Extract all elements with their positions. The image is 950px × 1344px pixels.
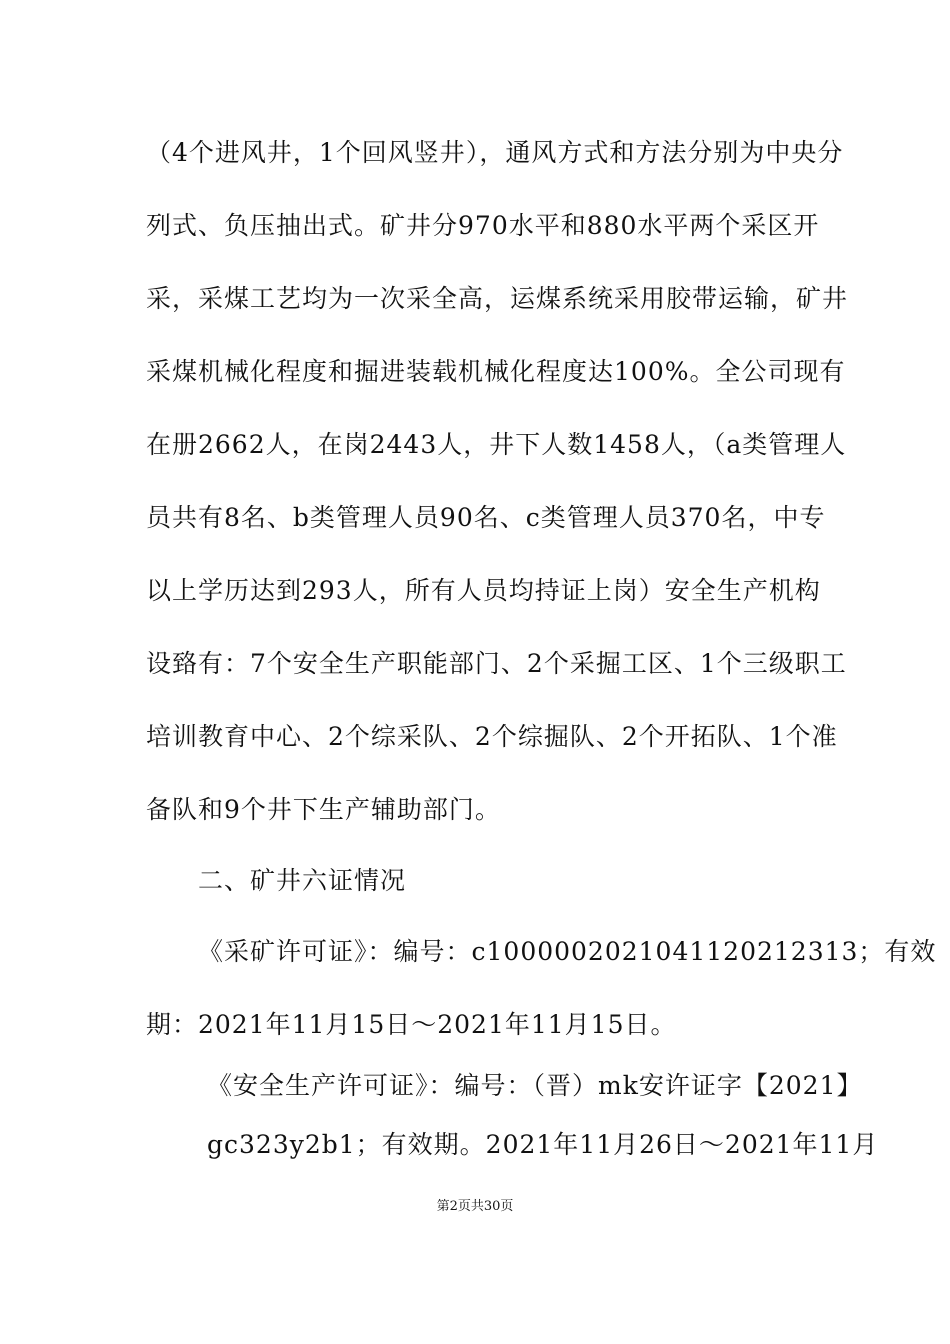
paragraph-line-8: 设臵有：7个安全生产职能部门、2个采掘工区、1个三级职工 [146, 649, 847, 678]
paragraph-line-5: 在册2662人，在岗2443人，井下人数1458人，（a类管理人 [146, 430, 847, 459]
paragraph-line-4: 采煤机械化程度和掘进装载机械化程度达100%。全公司现有 [146, 357, 846, 386]
mining-license-line-1: 《采矿许可证》：编号：c1000002021041120212313；有效 [198, 937, 937, 966]
paragraph-line-9: 培训教育中心、2个综采队、2个综掘队、2个开拓队、1个准 [146, 722, 838, 751]
paragraph-line-10: 备队和9个井下生产辅助部门。 [146, 795, 501, 824]
paragraph-line-3: 采，采煤工艺均为一次采全高，运煤系统采用胶带运输，矿井 [146, 284, 849, 313]
page-number-footer: 第2页共30页 [436, 1199, 514, 1214]
paragraph-line-6: 员共有8名、b类管理人员90名、c类管理人员370名，中专 [146, 503, 826, 532]
section-heading: 二、矿井六证情况 [198, 866, 407, 895]
safety-license-line-2: gc323y2b1；有效期。2021年11月26日～2021年11月 [207, 1130, 879, 1159]
paragraph-line-7: 以上学历达到293人，所有人员均持证上岗）安全生产机构 [146, 576, 821, 605]
paragraph-line-2: 列式、负压抽出式。矿井分970水平和880水平两个采区开 [146, 211, 820, 240]
paragraph-line-1: （4个进风井，1个回风竖井），通风方式和方法分别为中央分 [146, 138, 844, 167]
safety-license-line-1: 《安全生产许可证》：编号：（晋）mk安许证字【2021】 [207, 1071, 863, 1100]
mining-license-line-2: 期：2021年11月15日～2021年11月15日。 [146, 1010, 677, 1039]
